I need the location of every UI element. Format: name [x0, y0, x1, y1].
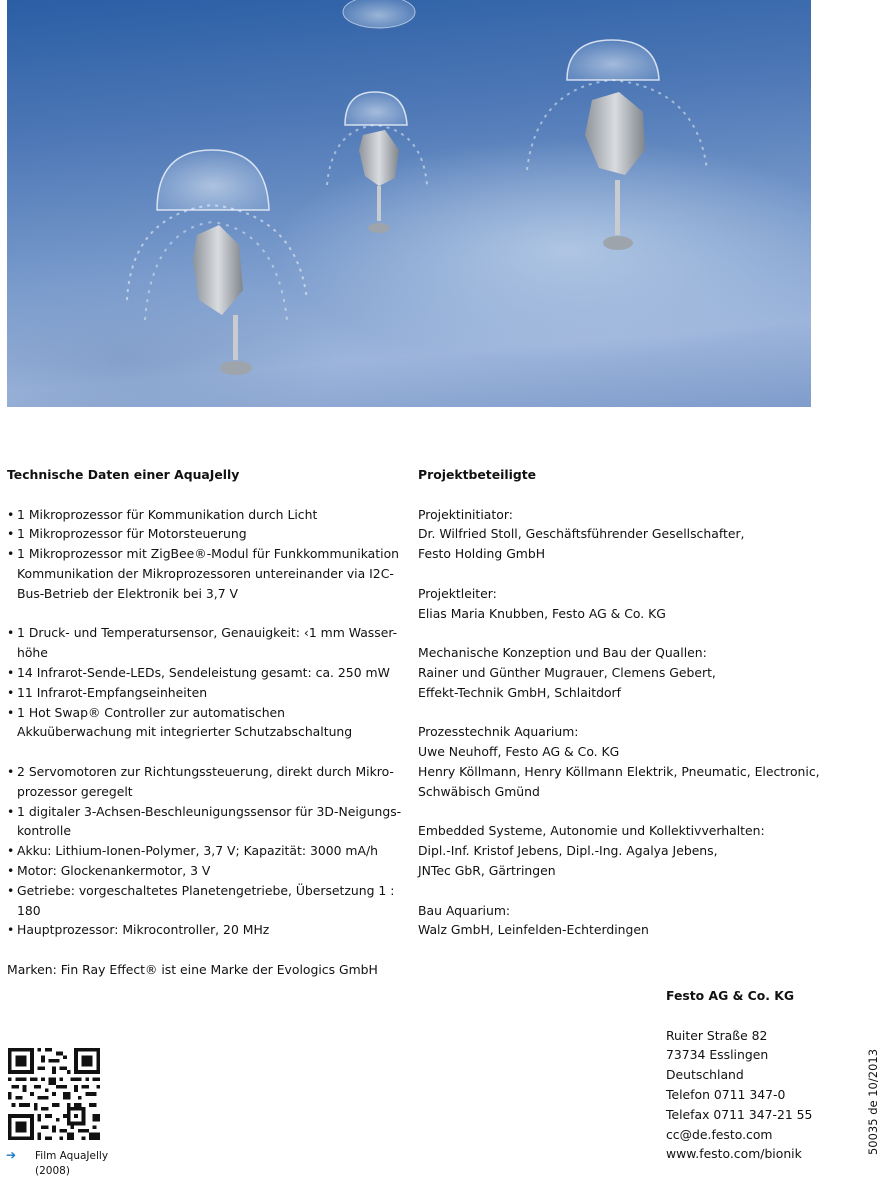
participant-line: JNTec GbR, Gärtringen — [418, 862, 556, 878]
participant-line: Henry Köllmann, Henry Köllmann Elektrik, Pneumatic, Electronic, — [418, 763, 820, 779]
jellyfish-robots-illustration — [7, 0, 811, 407]
jellyfish-robot-right — [527, 40, 707, 250]
spec-item: • 11 Infrarot-Empfangseinheiten — [7, 683, 402, 703]
film-link[interactable] — [35, 1149, 108, 1178]
company-email[interactable]: cc@de.festo.com — [666, 1126, 773, 1142]
spec-item: • Getriebe: vorgeschaltetes Planetengetriebe, Übersetzung 1 : 180 — [7, 881, 402, 921]
spec-item: • Hauptprozessor: Mikrocontroller, 20 MHz — [7, 920, 402, 940]
spec-item: • 1 Druck- und Temperatursensor, Genauigkeit: ‹1 mm Wasser-höhe — [7, 623, 402, 663]
participant-line: Walz GmbH, Leinfelden-Echterdingen — [418, 922, 649, 938]
participant-label: Embedded Systeme, Autonomie und Kollektivverhalten: — [418, 823, 765, 839]
spec-item: • 1 Mikroprozessor für Motorsteuerung — [7, 524, 402, 544]
company-website[interactable]: www.festo.com/bionik — [666, 1146, 802, 1162]
spec-item: • 14 Infrarot-Sende-LEDs, Sendeleistung gesamt: ca. 250 mW — [7, 663, 402, 683]
participant-label: Projektleiter: — [418, 585, 497, 601]
company-fax: Telefax 0711 347-21 55 — [666, 1106, 813, 1122]
participant-label: Mechanische Konzeption und Bau der Quallen: — [418, 645, 707, 661]
participant-line: Dr. Wilfried Stoll, Geschäftsführender Gesellschafter, — [418, 526, 745, 542]
company-street: Ruiter Straße 82 — [666, 1027, 768, 1043]
trademark-note: Marken: Fin Ray Effect® ist eine Marke der Evologics GmbH — [7, 961, 378, 977]
participant-line: Festo Holding GmbH — [418, 546, 546, 562]
film-title: Film AquaJelly — [35, 1150, 109, 1162]
arrow-right-icon[interactable]: ➔ — [6, 1148, 17, 1162]
participant-label: Projektinitiator: — [418, 506, 513, 522]
company-phone: Telefon 0711 347-0 — [666, 1086, 786, 1102]
company-country: Deutschland — [666, 1067, 744, 1083]
participant-line: Effekt-Technik GmbH, Schlaitdorf — [418, 684, 622, 700]
spec-item: • Akku: Lithium-Ionen-Polymer, 3,7 V; Kapazität: 3000 mA/h — [7, 841, 402, 861]
spec-item: • Motor: Glockenankermotor, 3 V — [7, 861, 402, 881]
spec-list-actuators — [7, 762, 402, 940]
participants-heading: Projektbeteiligte — [418, 467, 537, 482]
spec-item: • 1 Mikroprozessor für Kommunikation durch Licht — [7, 505, 402, 525]
participant-line: Uwe Neuhoff, Festo AG & Co. KG — [418, 744, 620, 760]
participant-line: Rainer und Günther Mugrauer, Clemens Gebert, — [418, 664, 716, 680]
company-city: 73734 Esslingen — [666, 1047, 769, 1063]
participant-line: Dipl.-Inf. Kristof Jebens, Dipl.-Ing. Agalya Jebens, — [418, 843, 718, 859]
spec-list-processors — [7, 505, 402, 604]
spec-list-sensors — [7, 623, 402, 742]
qr-code-icon[interactable] — [8, 1048, 100, 1140]
spec-item: • 1 Hot Swap® Controller zur automatischen Akkuüberwachung mit integrierter Schutzabschaltung — [7, 703, 402, 743]
participant-label: Bau Aquarium: — [418, 902, 511, 918]
spec-item: • 1 digitaler 3-Achsen-Beschleunigungssensor für 3D-Neigungs-kontrolle — [7, 802, 402, 842]
participants-section — [418, 465, 838, 940]
hero-photo — [7, 0, 811, 407]
company-address — [666, 986, 846, 1164]
spec-item: • 2 Servomotoren zur Richtungssteuerung, direkt durch Mikro-prozessor geregelt — [7, 762, 402, 802]
participant-line: Elias Maria Knubben, Festo AG & Co. KG — [418, 605, 666, 621]
technical-data-heading: Technische Daten einer AquaJelly — [7, 467, 240, 482]
document-code: 50035 de 10/2013 — [866, 1048, 880, 1156]
jellyfish-robot-left — [127, 150, 307, 375]
film-year: (2008) — [35, 1164, 70, 1177]
spec-item: • 1 Mikroprozessor mit ZigBee®-Modul für Funkkommunikation Kommunikation der Mikroprozessoren untereinander via I2C-Bus-Betrieb der Elektronik bei 3,7 V — [7, 544, 402, 603]
participant-label: Prozesstechnik Aquarium: — [418, 724, 579, 740]
participant-line: Schwäbisch Gmünd — [418, 783, 540, 799]
company-name: Festo AG & Co. KG — [666, 988, 795, 1003]
technical-data-section — [7, 465, 402, 980]
jellyfish-robot-middle — [327, 92, 427, 233]
